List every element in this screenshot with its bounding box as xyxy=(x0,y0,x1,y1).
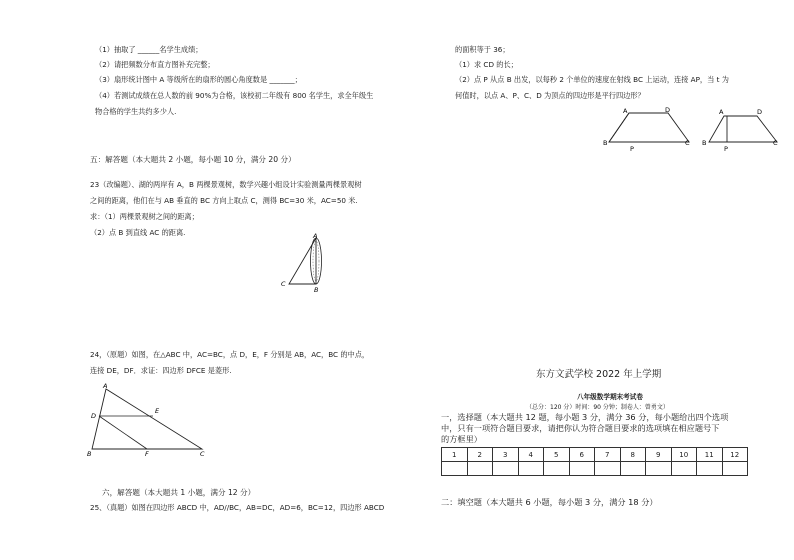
point-label-c: C xyxy=(773,139,778,147)
grid-number-cell: 4 xyxy=(518,448,544,462)
grid-number-cell: 8 xyxy=(620,448,646,462)
point-label-p: P xyxy=(724,145,728,153)
point-label-d: D xyxy=(665,106,671,114)
q22-part2: （2）请把频数分布直方图补充完整； xyxy=(95,60,215,69)
answer-grid xyxy=(441,447,748,476)
q25-cont-line4: 何值时，以点 A、P、C、D 为顶点的四边形是平行四边形？ xyxy=(455,91,645,100)
section-1-line3: 的方框里） xyxy=(441,434,482,444)
q23-line3: 求：（1）两棵景观树之间的距离； xyxy=(90,212,199,221)
point-label-c: C xyxy=(685,139,690,147)
grid-answer-cell[interactable] xyxy=(467,462,493,476)
section-5-heading: 五：解答题（本大题共 2 小题，每小题 10 分，满分 20 分） xyxy=(90,155,296,164)
section-1-line1: 一，选择题（本大题共 12 题，每小题 3 分，满分 36 分，每小题给出四个选项 xyxy=(441,412,729,422)
grid-answer-cell[interactable] xyxy=(697,462,723,476)
trapezoid-figure-1 xyxy=(603,106,690,153)
point-label-e: E xyxy=(155,407,160,415)
grid-answer-cell[interactable] xyxy=(722,462,748,476)
grid-answer-cell[interactable] xyxy=(569,462,595,476)
grid-answer-cell[interactable] xyxy=(646,462,672,476)
grid-number-cell: 10 xyxy=(671,448,697,462)
grid-number-cell: 3 xyxy=(493,448,519,462)
grid-answer-cell[interactable] xyxy=(518,462,544,476)
school-title: 东方文武学校 2022 年上学期 xyxy=(536,369,662,380)
point-label-f: F xyxy=(145,450,149,458)
q22-part4-line1: （4）若测试成绩在总人数的前 90%为合格，该校初二年级有 800 名学生，求全年级生 xyxy=(95,91,374,100)
point-label-b: B xyxy=(603,139,608,147)
point-label-b: B xyxy=(702,139,707,147)
answer-grid-answer-row xyxy=(442,462,748,476)
q25-cont-line3: （2）点 P 从点 B 出发，以每秒 2 个单位的速度在射线 BC 上运动，连接 AP，当 t 为 xyxy=(455,75,729,84)
point-label-c: C xyxy=(281,280,286,288)
exam-meta: （总分：120 分）时间：90 分钟；制卷人：曾勇文） xyxy=(526,404,669,411)
grid-number-cell: 6 xyxy=(569,448,595,462)
grid-number-cell: 5 xyxy=(544,448,570,462)
q23-line1: 23（改编题）、湖的两岸有 A，B 两棵景观树，数学兴趣小组设计实验测量两棵景观树 xyxy=(90,180,362,189)
grid-answer-cell[interactable] xyxy=(671,462,697,476)
q22-part4-line2: 物合格的学生共约多少人. xyxy=(95,107,177,116)
grid-answer-cell[interactable] xyxy=(620,462,646,476)
grid-answer-cell[interactable] xyxy=(595,462,621,476)
grid-number-cell: 9 xyxy=(646,448,672,462)
section-2-heading: 二：填空题（本大题共 6 小题，每小题 3 分，满分 18 分） xyxy=(441,497,658,507)
grid-number-cell: 7 xyxy=(595,448,621,462)
point-label-a: A xyxy=(313,232,318,240)
point-label-b: B xyxy=(314,286,319,294)
q25-cont-line2: （1）求 CD 的长； xyxy=(455,60,518,69)
q24-line1: 24，（原题）如图，在△ABC 中，AC=BC，点 D，E，F 分别是 AB，AC，BC 的中点， xyxy=(90,350,370,359)
rhombus-proof-figure xyxy=(87,382,205,458)
q24-line2: 连接 DE，DF．求证：四边形 DFCE 是菱形. xyxy=(90,366,232,375)
grid-number-cell: 11 xyxy=(697,448,723,462)
point-label-b: B xyxy=(87,450,92,458)
grid-number-cell: 1 xyxy=(442,448,468,462)
q23-line2: 之间的距离，他们在与 AB 垂直的 BC 方向上取点 C，测得 BC=30 米，AC=50 米. xyxy=(90,196,358,205)
section-1-line2: 中，只有一项符合题目要求，请把你认为符合题目要求的选项填在相应题号下 xyxy=(441,423,720,433)
section-6-heading: 六，解答题（本大题共 1 小题，满分 12 分） xyxy=(102,488,256,497)
exam-title: 八年级数学期末考试卷 xyxy=(577,393,643,401)
point-label-p: P xyxy=(630,145,634,153)
answer-grid-number-row xyxy=(442,448,748,462)
q22-part1: （1）抽取了 ______名学生成绩； xyxy=(95,45,203,54)
q25-cont-line1: 的面积等于 36； xyxy=(455,45,510,54)
point-label-d: D xyxy=(91,412,97,420)
point-label-a: A xyxy=(719,108,724,116)
grid-answer-cell[interactable] xyxy=(442,462,468,476)
point-label-a: A xyxy=(623,107,628,115)
grid-number-cell: 2 xyxy=(467,448,493,462)
grid-number-cell: 12 xyxy=(722,448,748,462)
q25-line1: 25、（真题）如图在四边形 ABCD 中，AD//BC，AB=DC，AD=6，BC=12，四边形 ABCD xyxy=(90,503,385,512)
point-label-c: C xyxy=(200,450,205,458)
q23-line4: （2）点 B 到直线 AC 的距离. xyxy=(90,228,186,237)
point-label-d: D xyxy=(757,108,763,116)
trapezoid-figure-2 xyxy=(702,108,778,153)
lake-triangle-figure xyxy=(281,232,322,294)
grid-answer-cell[interactable] xyxy=(493,462,519,476)
q22-part3: （3）扇形统计图中 A 等级所在的扇形的圆心角度数是 _______； xyxy=(95,75,302,84)
point-label-a: A xyxy=(103,382,108,390)
grid-answer-cell[interactable] xyxy=(544,462,570,476)
